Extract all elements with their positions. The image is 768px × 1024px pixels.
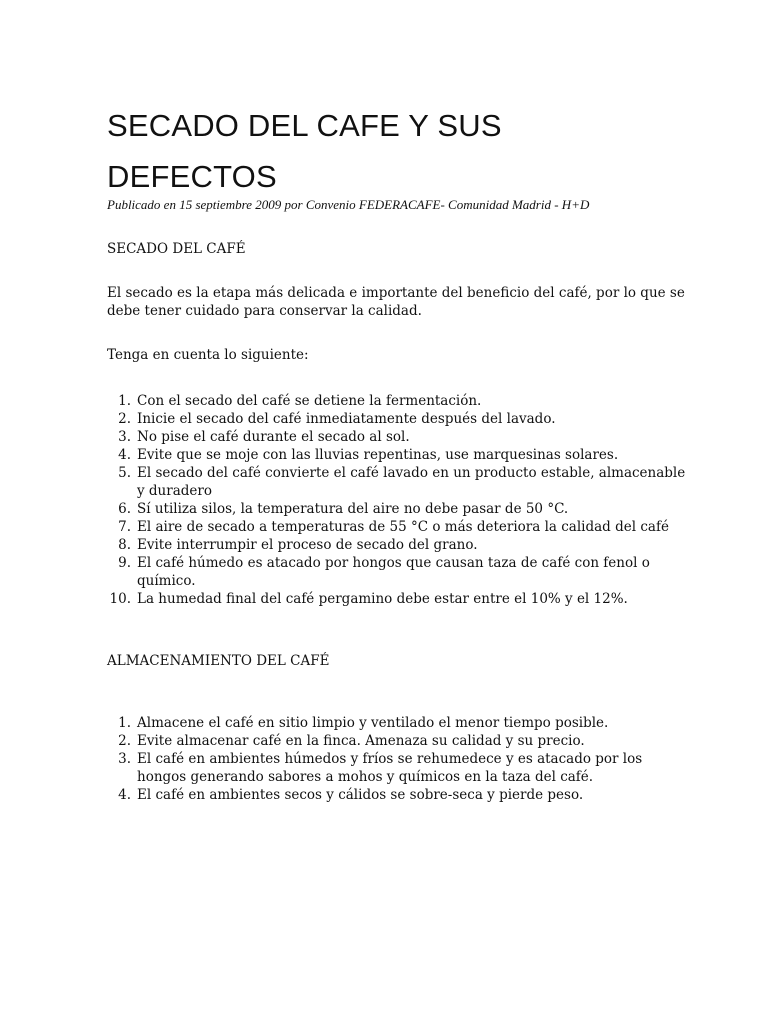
list-item-number: 7. [118,519,131,535]
list-item-number: 9. [118,555,131,571]
list-item-number: 3. [118,429,131,445]
list-item-number: 4. [118,787,131,803]
list-item [100,518,687,536]
title-line-2: DEFECTOS [107,159,277,194]
section-heading-almacenamiento: ALMACENAMIENTO DEL CAFÉ [107,653,330,669]
secado-list [100,392,687,608]
list-item-text: Evite almacenar café en la finca. Amenaza su calidad y su precio. [137,733,585,749]
list-item-number: 2. [118,733,131,749]
list-item-text: Sí utiliza silos, la temperatura del aire no debe pasar de 50 °C. [137,501,569,517]
section-heading-secado: SECADO DEL CAFÉ [107,241,246,257]
list-item-text: La humedad final del café pergamino debe estar entre el 10% y el 12%. [137,591,628,607]
list-item [100,392,687,410]
almacenamiento-list [100,714,687,804]
list-item [100,536,687,554]
list-item [100,750,687,786]
list-item-text: Con el secado del café se detiene la fermentación. [137,393,482,409]
list-item [100,464,687,500]
list-item-text: El café en ambientes húmedos y fríos se rehumedece y es atacado por los hongos generando sabores a mohos y químicos en la taza del café. [137,751,643,785]
document-page [107,100,687,804]
list-item [100,446,687,464]
list-item-number: 5. [118,465,131,481]
list-item-number: 2. [118,411,131,427]
list-item-number: 4. [118,447,131,463]
list-item [100,590,687,608]
list-item [100,428,687,446]
list-item-number: 1. [118,393,131,409]
list-item-text: El café húmedo es atacado por hongos que causan taza de café con fenol o químico. [137,555,650,589]
list-item-text: Evite que se moje con las lluvias repentinas, use marquesinas solares. [137,447,619,463]
list-item-text: El aire de secado a temperaturas de 55 °C o más deteriora la calidad del café [137,519,669,535]
list-item-number: 6. [118,501,131,517]
list-item-text: El secado del café convierte el café lavado en un producto estable, almacenable y duradero [137,465,686,499]
lead-paragraph: Tenga en cuenta lo siguiente: [107,347,309,363]
document-title [107,100,687,202]
title-line-1: SECADO DEL CAFE Y SUS [107,108,502,143]
list-item [100,410,687,428]
list-item [100,714,687,732]
intro-paragraph: El secado es la etapa más delicada e importante del beneficio del café, por lo que se debe tener cuidado para conservar la calidad. [107,285,685,319]
list-item [100,554,687,590]
list-item-text: No pise el café durante el secado al sol. [137,429,410,445]
list-item-number: 1. [118,715,131,731]
list-item-number: 8. [118,537,131,553]
list-item-text: Almacene el café en sitio limpio y ventilado el menor tiempo posible. [137,715,609,731]
list-item-number: 10. [109,591,131,607]
list-item [100,786,687,804]
list-item-text: Inicie el secado del café inmediatamente después del lavado. [137,411,556,427]
list-item-text: Evite interrumpir el proceso de secado del grano. [137,537,478,553]
list-item-text: El café en ambientes secos y cálidos se sobre-seca y pierde peso. [137,787,584,803]
list-item [100,732,687,750]
list-item-number: 3. [118,751,131,767]
byline: Publicado en 15 septiembre 2009 por Convenio FEDERACAFE- Comunidad Madrid - H+D [107,197,590,212]
list-item [100,500,687,518]
